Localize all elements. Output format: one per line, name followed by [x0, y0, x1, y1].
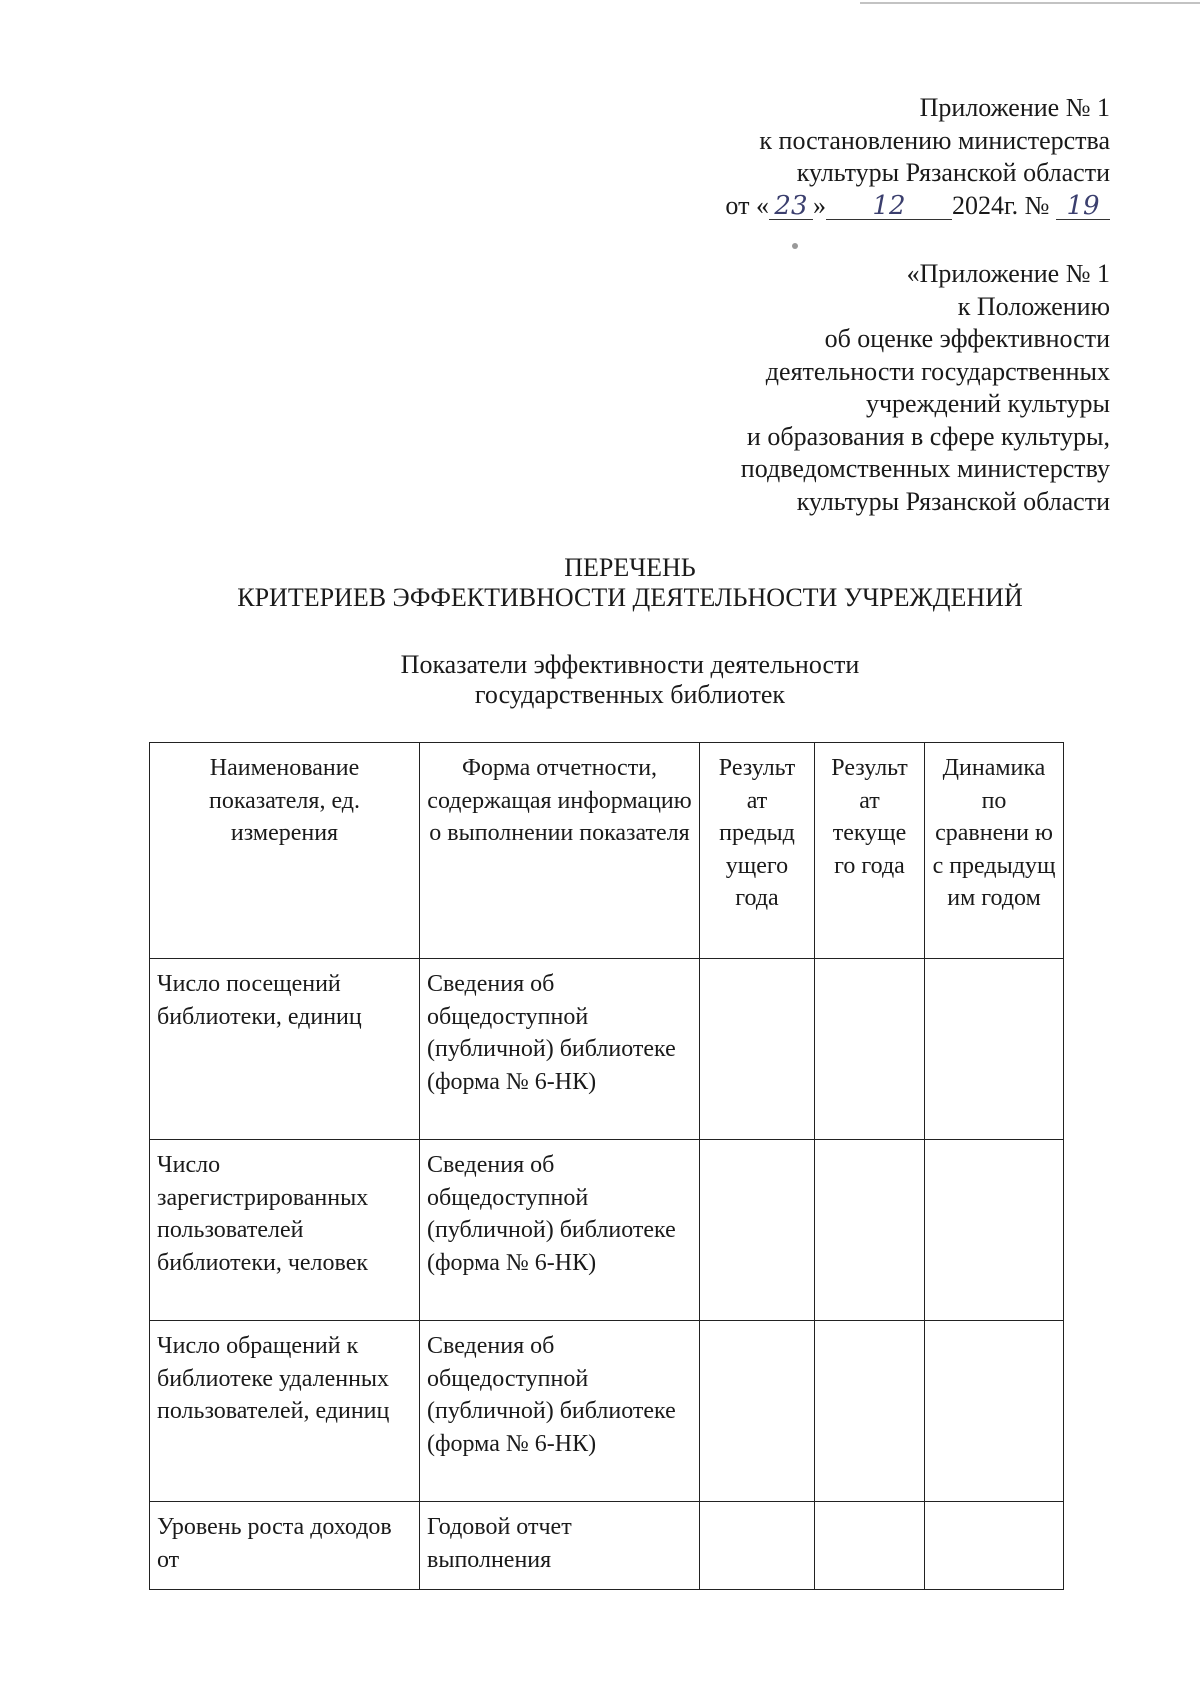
table-row	[150, 1321, 1064, 1502]
subtitle-line: государственных библиотек	[474, 680, 786, 709]
cell-report-form: Сведения об общедоступной (публичной) библиотеке (форма № 6-НК)	[420, 1140, 700, 1321]
cell-indicator-name: Число обращений к библиотеке удаленных пользователей, единиц	[150, 1321, 420, 1502]
cell-report-form: Годовой отчет выполнения	[420, 1502, 700, 1590]
header-previous-result: Результ ат предыд ущего года	[700, 743, 815, 959]
header-dynamics: Динамика по сравнени ю с предыдущ им годом	[925, 743, 1064, 959]
cell-previous-result	[700, 959, 815, 1140]
cell-indicator-name: Число посещений библиотеки, единиц	[150, 959, 420, 1140]
date-prefix: от «	[725, 190, 769, 220]
table-row	[150, 1502, 1064, 1590]
subtitle-line: Показатели эффективности деятельности	[400, 650, 860, 679]
cell-current-result	[815, 1502, 925, 1590]
cell-report-form: Сведения об общедоступной (публичной) библиотеке (форма № 6-НК)	[420, 959, 700, 1140]
cell-indicator-name: Число зарегистрированных пользователей библиотеки, человек	[150, 1140, 420, 1321]
appendix-1-line: Приложение № 1	[919, 93, 1110, 122]
cell-previous-result	[700, 1140, 815, 1321]
appendix-2-header	[741, 258, 1110, 518]
year-and-number-label: 2024г. №	[951, 190, 1050, 220]
appendix-2-line: учреждений культуры	[865, 389, 1110, 418]
appendix-2-line: культуры Рязанской области	[796, 486, 1110, 516]
cell-indicator-name: Уровень роста доходов от	[150, 1502, 420, 1590]
table-row	[150, 1140, 1064, 1321]
cell-dynamics	[925, 1502, 1064, 1590]
handwritten-day: 23	[769, 193, 813, 220]
quote-close: »	[812, 190, 826, 220]
appendix-2-line: об оценке эффективности	[824, 324, 1110, 353]
appendix-2-line: «Приложение № 1	[906, 259, 1110, 288]
appendix-1-header	[725, 92, 1110, 222]
cell-current-result	[815, 959, 925, 1140]
cell-dynamics	[925, 1321, 1064, 1502]
handwritten-number: 19	[1056, 193, 1110, 220]
cell-dynamics	[925, 959, 1064, 1140]
cell-dynamics	[925, 1140, 1064, 1321]
scan-edge-line	[860, 2, 1200, 4]
scan-speck	[792, 243, 798, 249]
decree-date-line	[725, 190, 1110, 223]
handwritten-month: 12	[826, 193, 952, 220]
header-report-form: Форма отчетности, содержащая информацию о выполнении показателя	[420, 743, 700, 959]
criteria-table	[149, 742, 1064, 1590]
title-line: КРИТЕРИЕВ ЭФФЕКТИВНОСТИ ДЕЯТЕЛЬНОСТИ УЧРЕЖДЕНИЙ	[237, 583, 1023, 612]
table-row	[150, 959, 1064, 1140]
cell-current-result	[815, 1140, 925, 1321]
cell-report-form: Сведения об общедоступной (публичной) библиотеке (форма № 6-НК)	[420, 1321, 700, 1502]
table-header-row	[150, 743, 1064, 959]
cell-previous-result	[700, 1321, 815, 1502]
cell-previous-result	[700, 1502, 815, 1590]
document-title	[0, 553, 1200, 613]
appendix-1-line: к постановлению министерства	[759, 125, 1110, 155]
document-subtitle	[0, 650, 1200, 710]
header-indicator-name: Наименование показателя, ед. измерения	[150, 743, 420, 959]
header-current-result: Результ ат текуще го года	[815, 743, 925, 959]
cell-current-result	[815, 1321, 925, 1502]
appendix-1-line: культуры Рязанской области	[796, 158, 1110, 187]
appendix-2-line: к Положению	[957, 291, 1110, 321]
title-line: ПЕРЕЧЕНЬ	[564, 553, 696, 582]
appendix-2-line: подведомственных министерству	[740, 454, 1110, 483]
appendix-2-line: и образования в сфере культуры,	[746, 421, 1110, 451]
appendix-2-line: деятельности государственных	[765, 356, 1110, 386]
